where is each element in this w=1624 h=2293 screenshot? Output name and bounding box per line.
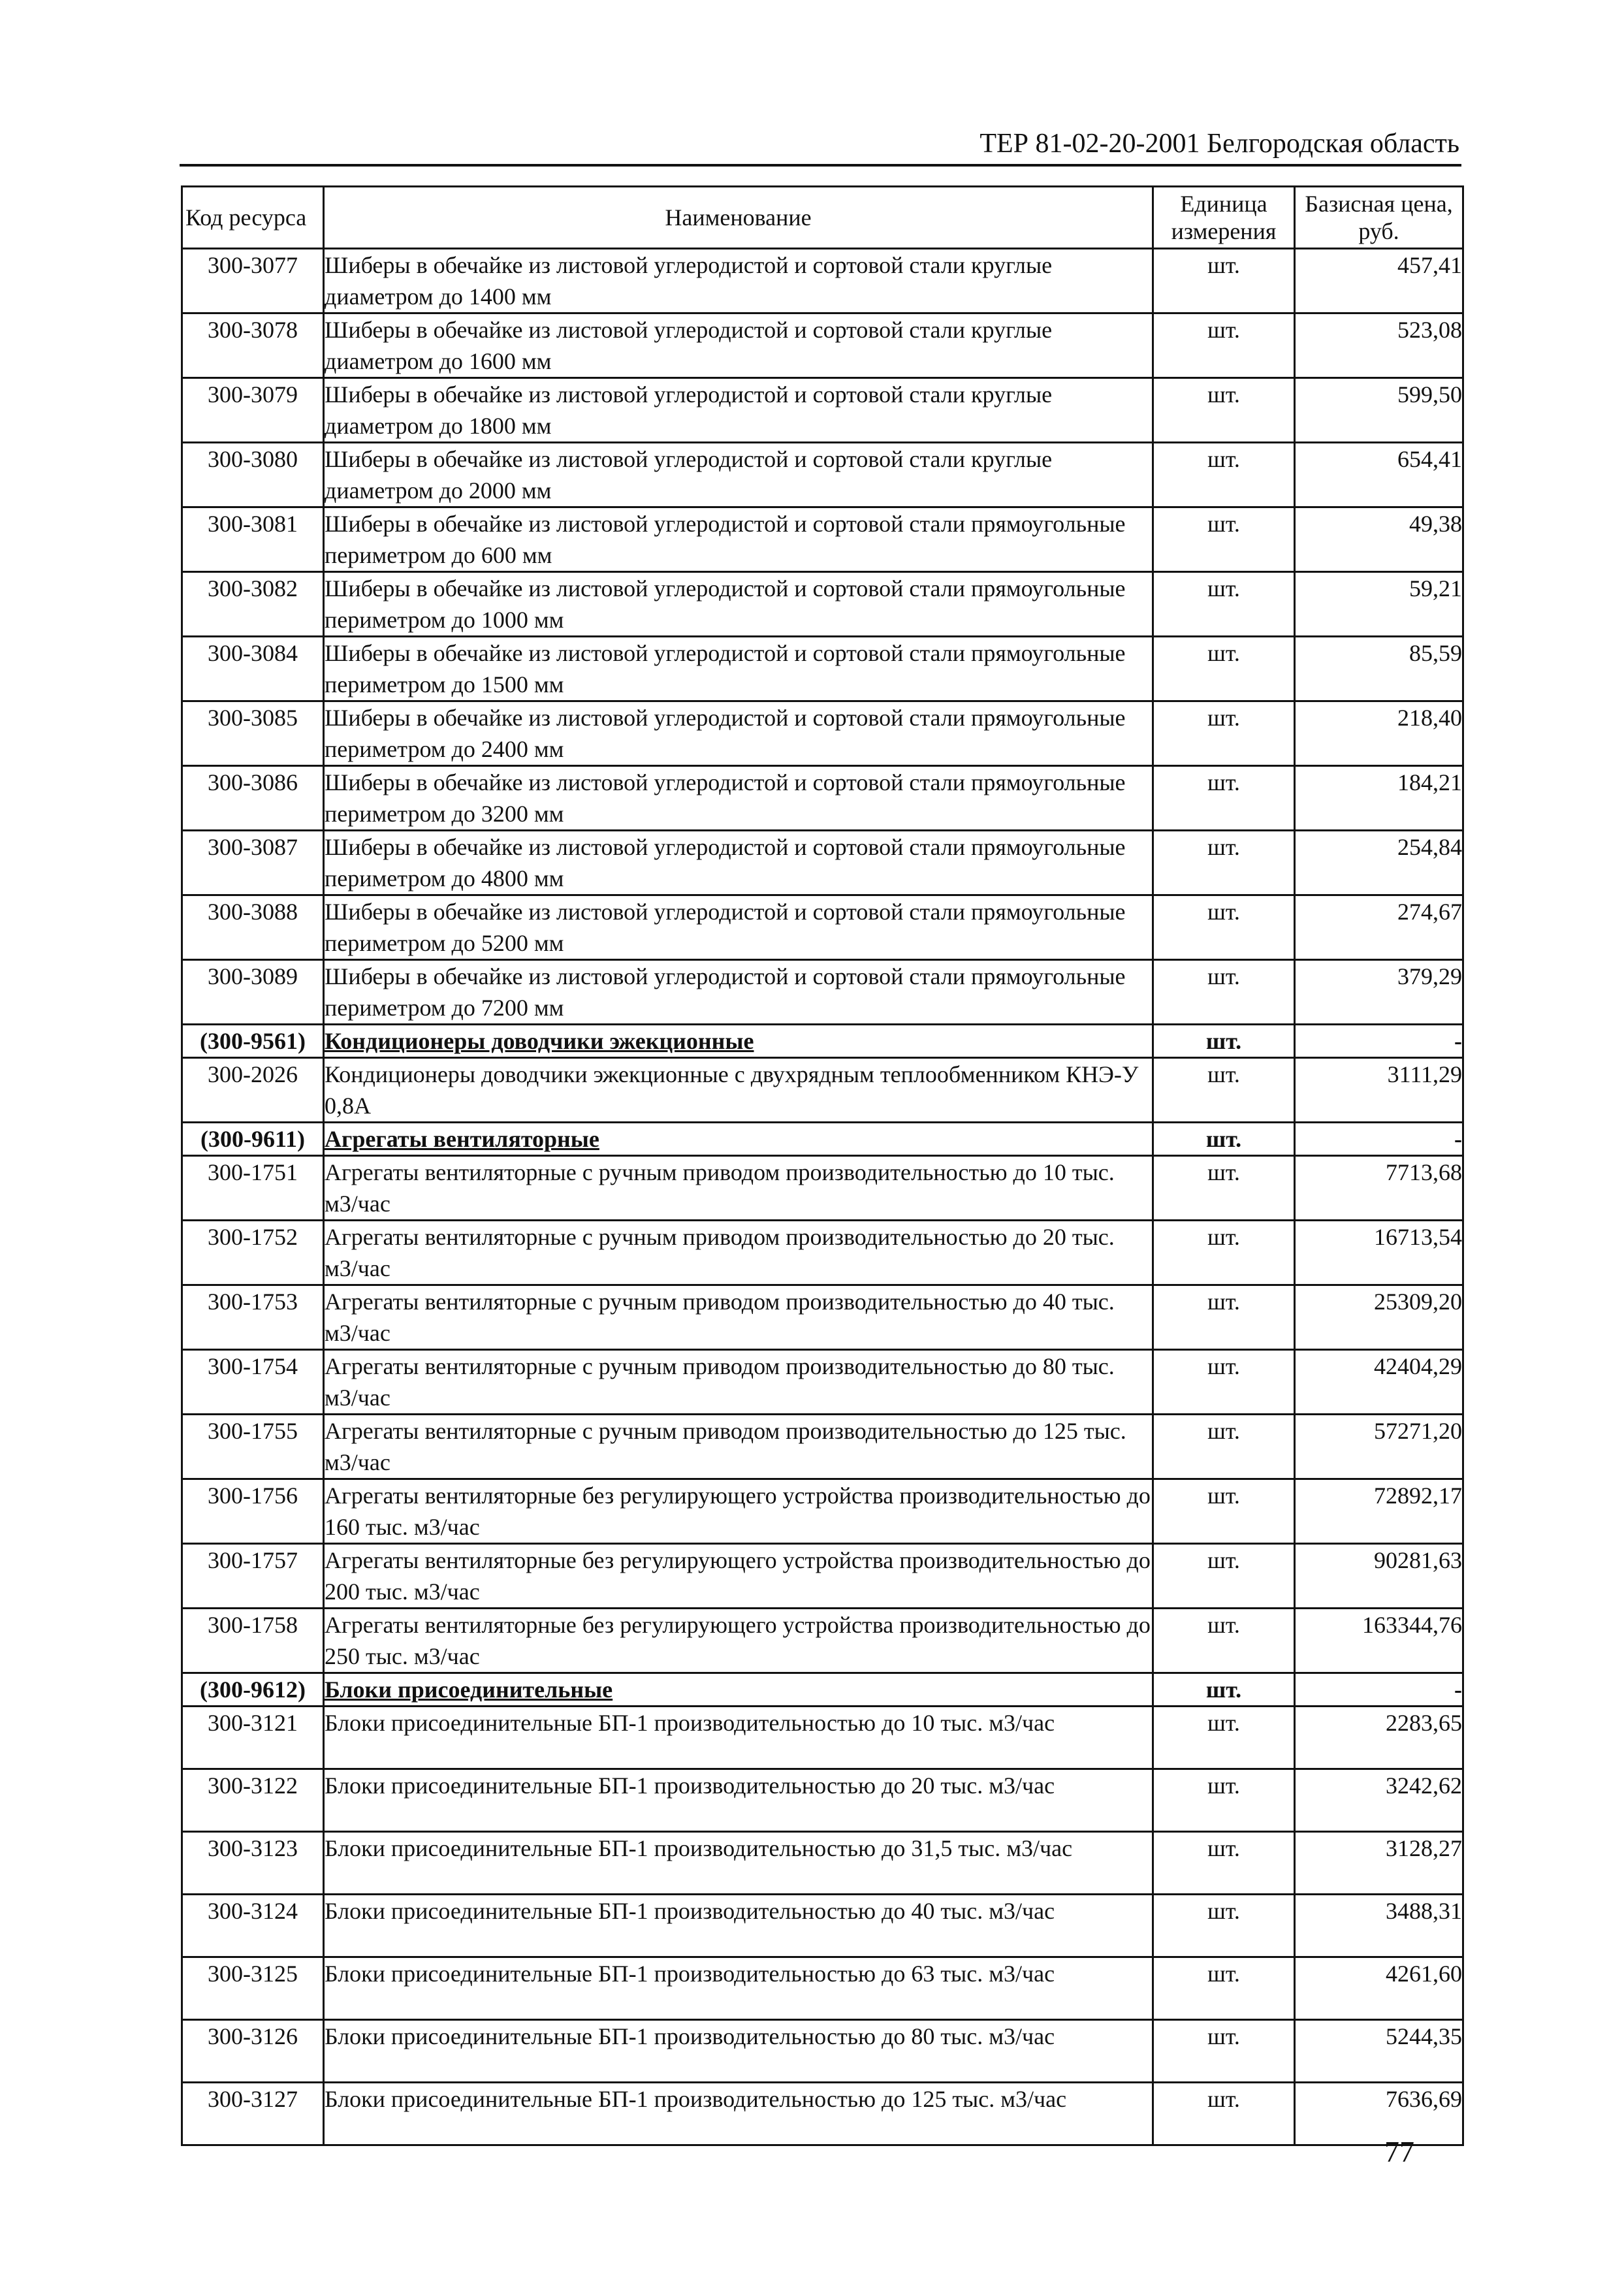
table-row [182, 766, 1463, 831]
cell-name: Шиберы в обечайке из листовой углеродистой и сортовой стали круглые диаметром до 1800 мм [324, 378, 1153, 443]
cell-code: 300-3081 [182, 507, 324, 572]
cell-price: 49,38 [1295, 507, 1463, 572]
cell-name: Шиберы в обечайке из листовой углеродистой и сортовой стали прямоугольные периметром до 1500 мм [324, 637, 1153, 701]
cell-code: 300-3127 [182, 2083, 324, 2145]
table-row [182, 701, 1463, 766]
cell-price: 42404,29 [1295, 1350, 1463, 1415]
table-row [182, 1544, 1463, 1609]
cell-name: Шиберы в обечайке из листовой углеродистой и сортовой стали прямоугольные периметром до 2400 мм [324, 701, 1153, 766]
cell-name: Блоки присоединительные БП-1 производительностью до 40 тыс. м3/час [324, 1895, 1153, 1957]
cell-code: 300-1757 [182, 1544, 324, 1609]
cell-unit: шт. [1153, 637, 1295, 701]
cell-price: 218,40 [1295, 701, 1463, 766]
cell-unit: шт. [1153, 1415, 1295, 1479]
cell-code: (300-9611) [182, 1123, 324, 1156]
cell-name: Агрегаты вентиляторные с ручным приводом производительностью до 80 тыс. м3/час [324, 1350, 1153, 1415]
cell-name: Блоки присоединительные БП-1 производительностью до 10 тыс. м3/час [324, 1707, 1153, 1769]
cell-name: Шиберы в обечайке из листовой углеродистой и сортовой стали прямоугольные периметром до 3200 мм [324, 766, 1153, 831]
document-header: ТЕР 81-02-20-2001 Белгородская область [979, 129, 1459, 159]
table-row [182, 831, 1463, 895]
cell-name: Блоки присоединительные БП-1 производительностью до 80 тыс. м3/час [324, 2020, 1153, 2083]
cell-unit: шт. [1153, 507, 1295, 572]
cell-name: Агрегаты вентиляторные с ручным приводом производительностью до 40 тыс. м3/час [324, 1285, 1153, 1350]
cell-name: Кондиционеры доводчики эжекционные [324, 1025, 1153, 1058]
table-body [182, 249, 1463, 2145]
table-row [182, 1895, 1463, 1957]
group-row [182, 1673, 1463, 1707]
cell-price: 163344,76 [1295, 1609, 1463, 1673]
table-row [182, 960, 1463, 1025]
header-rule [180, 164, 1461, 167]
cell-name: Агрегаты вентиляторные без регулирующего устройства производительностью до 160 тыс. м3/час [324, 1479, 1153, 1544]
cell-unit: шт. [1153, 1957, 1295, 2020]
cell-unit: шт. [1153, 2083, 1295, 2145]
cell-price: 599,50 [1295, 378, 1463, 443]
cell-code: (300-9612) [182, 1673, 324, 1707]
table-row [182, 1350, 1463, 1415]
table-row [182, 2083, 1463, 2145]
cell-code: 300-3125 [182, 1957, 324, 2020]
cell-unit: шт. [1153, 701, 1295, 766]
cell-name: Агрегаты вентиляторные с ручным приводом производительностью до 125 тыс. м3/час [324, 1415, 1153, 1479]
table-row [182, 1832, 1463, 1895]
cell-code: 300-3084 [182, 637, 324, 701]
cell-price: 3488,31 [1295, 1895, 1463, 1957]
table-row [182, 443, 1463, 507]
column-header-name: Наименование [324, 187, 1153, 249]
cell-price: 3128,27 [1295, 1832, 1463, 1895]
cell-name: Шиберы в обечайке из листовой углеродистой и сортовой стали прямоугольные периметром до 4800 мм [324, 831, 1153, 895]
table-header-row [182, 187, 1463, 249]
cell-name: Блоки присоединительные [324, 1673, 1153, 1707]
table-row [182, 1707, 1463, 1769]
cell-price: 3242,62 [1295, 1769, 1463, 1832]
cell-name: Агрегаты вентиляторные без регулирующего устройства производительностью до 250 тыс. м3/час [324, 1609, 1153, 1673]
table-row [182, 1221, 1463, 1285]
cell-code: 300-3124 [182, 1895, 324, 1957]
cell-code: 300-3126 [182, 2020, 324, 2083]
cell-price: - [1295, 1673, 1463, 1707]
table-row [182, 378, 1463, 443]
cell-code: 300-3087 [182, 831, 324, 895]
cell-unit: шт. [1153, 1285, 1295, 1350]
cell-name: Кондиционеры доводчики эжекционные с двухрядным теплообменником КНЭ-У 0,8А [324, 1058, 1153, 1123]
cell-name: Агрегаты вентиляторные с ручным приводом производительностью до 20 тыс. м3/час [324, 1221, 1153, 1285]
cell-price: 379,29 [1295, 960, 1463, 1025]
column-header-unit: Единица измерения [1153, 187, 1295, 249]
cell-price: 16713,54 [1295, 1221, 1463, 1285]
cell-price: - [1295, 1025, 1463, 1058]
cell-unit: шт. [1153, 1673, 1295, 1707]
cell-name: Шиберы в обечайке из листовой углеродистой и сортовой стали круглые диаметром до 1600 мм [324, 313, 1153, 378]
table-row [182, 572, 1463, 637]
cell-unit: шт. [1153, 1895, 1295, 1957]
cell-price: 2283,65 [1295, 1707, 1463, 1769]
table-row [182, 895, 1463, 960]
cell-code: (300-9561) [182, 1025, 324, 1058]
cell-unit: шт. [1153, 1156, 1295, 1221]
table-row [182, 1957, 1463, 2020]
cell-price: 57271,20 [1295, 1415, 1463, 1479]
cell-code: 300-1754 [182, 1350, 324, 1415]
cell-price: 274,67 [1295, 895, 1463, 960]
cell-unit: шт. [1153, 249, 1295, 313]
cell-unit: шт. [1153, 1832, 1295, 1895]
table-row [182, 1058, 1463, 1123]
cell-code: 300-3078 [182, 313, 324, 378]
cell-name: Блоки присоединительные БП-1 производительностью до 31,5 тыс. м3/час [324, 1832, 1153, 1895]
cell-unit: шт. [1153, 378, 1295, 443]
cell-price: 7713,68 [1295, 1156, 1463, 1221]
cell-unit: шт. [1153, 443, 1295, 507]
cell-code: 300-3122 [182, 1769, 324, 1832]
cell-code: 300-1753 [182, 1285, 324, 1350]
cell-unit: шт. [1153, 1221, 1295, 1285]
cell-unit: шт. [1153, 1544, 1295, 1609]
cell-unit: шт. [1153, 1479, 1295, 1544]
column-header-price: Базисная цена, руб. [1295, 187, 1463, 249]
cell-price: 5244,35 [1295, 2020, 1463, 2083]
table-row [182, 637, 1463, 701]
cell-code: 300-3123 [182, 1832, 324, 1895]
price-table [181, 185, 1464, 2146]
column-header-code: Код ресурса [182, 187, 324, 249]
table-row [182, 249, 1463, 313]
cell-code: 300-3082 [182, 572, 324, 637]
cell-price: 4261,60 [1295, 1957, 1463, 2020]
cell-unit: шт. [1153, 766, 1295, 831]
cell-unit: шт. [1153, 313, 1295, 378]
cell-code: 300-3088 [182, 895, 324, 960]
cell-price: 184,21 [1295, 766, 1463, 831]
cell-unit: шт. [1153, 1769, 1295, 1832]
table-row [182, 1769, 1463, 1832]
cell-code: 300-3085 [182, 701, 324, 766]
table-row [182, 1479, 1463, 1544]
cell-unit: шт. [1153, 1609, 1295, 1673]
cell-price: 3111,29 [1295, 1058, 1463, 1123]
cell-price: 72892,17 [1295, 1479, 1463, 1544]
cell-name: Шиберы в обечайке из листовой углеродистой и сортовой стали круглые диаметром до 2000 мм [324, 443, 1153, 507]
cell-unit: шт. [1153, 1058, 1295, 1123]
cell-price: 654,41 [1295, 443, 1463, 507]
cell-name: Блоки присоединительные БП-1 производительностью до 63 тыс. м3/час [324, 1957, 1153, 2020]
cell-price: 523,08 [1295, 313, 1463, 378]
cell-unit: шт. [1153, 1025, 1295, 1058]
cell-unit: шт. [1153, 831, 1295, 895]
cell-price: 59,21 [1295, 572, 1463, 637]
cell-price: 90281,63 [1295, 1544, 1463, 1609]
table-row [182, 1609, 1463, 1673]
cell-code: 300-1751 [182, 1156, 324, 1221]
cell-name: Шиберы в обечайке из листовой углеродистой и сортовой стали прямоугольные периметром до 1000 мм [324, 572, 1153, 637]
cell-unit: шт. [1153, 960, 1295, 1025]
cell-code: 300-3080 [182, 443, 324, 507]
cell-name: Агрегаты вентиляторные с ручным приводом производительностью до 10 тыс. м3/час [324, 1156, 1153, 1221]
cell-name: Блоки присоединительные БП-1 производительностью до 125 тыс. м3/час [324, 2083, 1153, 2145]
cell-name: Шиберы в обечайке из листовой углеродистой и сортовой стали круглые диаметром до 1400 мм [324, 249, 1153, 313]
table-row [182, 507, 1463, 572]
cell-name: Блоки присоединительные БП-1 производительностью до 20 тыс. м3/час [324, 1769, 1153, 1832]
cell-name: Шиберы в обечайке из листовой углеродистой и сортовой стали прямоугольные периметром до 7200 мм [324, 960, 1153, 1025]
cell-name: Шиберы в обечайке из листовой углеродистой и сортовой стали прямоугольные периметром до 5200 мм [324, 895, 1153, 960]
cell-price: 85,59 [1295, 637, 1463, 701]
group-row [182, 1025, 1463, 1058]
cell-code: 300-1755 [182, 1415, 324, 1479]
cell-code: 300-1758 [182, 1609, 324, 1673]
cell-price: 254,84 [1295, 831, 1463, 895]
table-row [182, 1156, 1463, 1221]
table-row [182, 1285, 1463, 1350]
cell-unit: шт. [1153, 2020, 1295, 2083]
cell-name: Шиберы в обечайке из листовой углеродистой и сортовой стали прямоугольные периметром до 600 мм [324, 507, 1153, 572]
cell-code: 300-3121 [182, 1707, 324, 1769]
cell-code: 300-3079 [182, 378, 324, 443]
group-row [182, 1123, 1463, 1156]
cell-unit: шт. [1153, 572, 1295, 637]
cell-price: 457,41 [1295, 249, 1463, 313]
cell-code: 300-1752 [182, 1221, 324, 1285]
cell-price: - [1295, 1123, 1463, 1156]
cell-unit: шт. [1153, 895, 1295, 960]
cell-name: Агрегаты вентиляторные без регулирующего устройства производительностью до 200 тыс. м3/час [324, 1544, 1153, 1609]
cell-price: 25309,20 [1295, 1285, 1463, 1350]
cell-code: 300-3077 [182, 249, 324, 313]
table-row [182, 2020, 1463, 2083]
cell-code: 300-3086 [182, 766, 324, 831]
table-row [182, 1415, 1463, 1479]
cell-unit: шт. [1153, 1707, 1295, 1769]
table-row [182, 313, 1463, 378]
cell-code: 300-3089 [182, 960, 324, 1025]
cell-name: Агрегаты вентиляторные [324, 1123, 1153, 1156]
cell-code: 300-1756 [182, 1479, 324, 1544]
page-number: 77 [1384, 2135, 1414, 2168]
cell-code: 300-2026 [182, 1058, 324, 1123]
cell-unit: шт. [1153, 1350, 1295, 1415]
cell-price: 7636,69 [1295, 2083, 1463, 2145]
cell-unit: шт. [1153, 1123, 1295, 1156]
